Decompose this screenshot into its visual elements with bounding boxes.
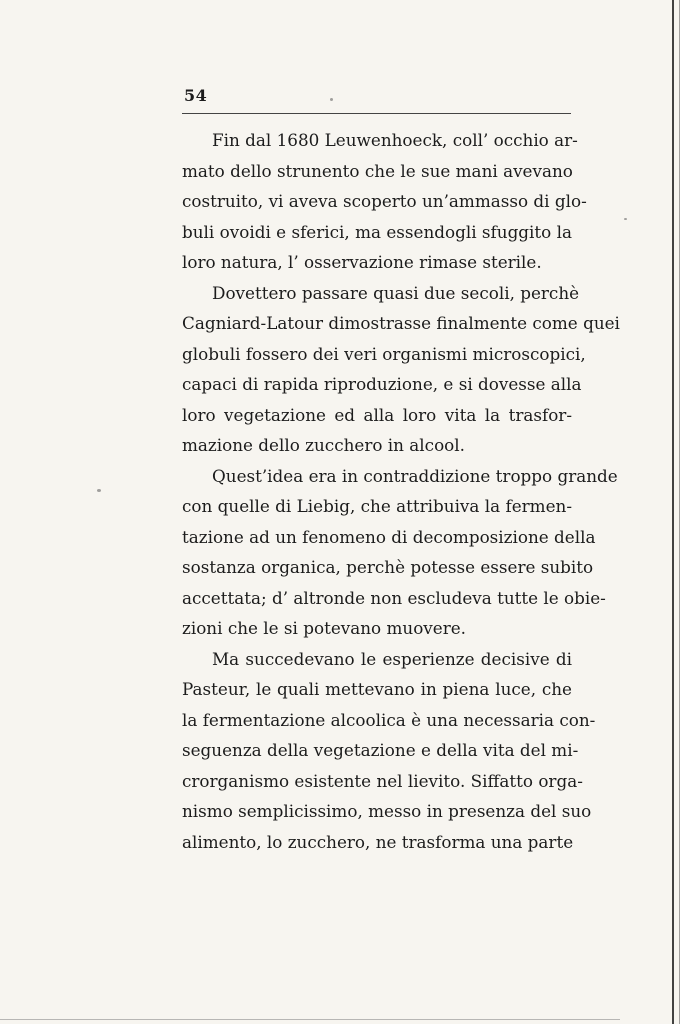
page-number: 54 xyxy=(184,86,208,105)
text-line: Quest’idea era in contraddizione troppo grande xyxy=(212,465,618,486)
text-line: mato dello strunento che le sue mani avevano xyxy=(182,160,573,181)
text-line: sostanza organica, perchè potesse essere subito xyxy=(182,557,594,577)
text-line: con quelle di Liebig, che attribuiva la fermen- xyxy=(182,496,572,516)
text-line: Cagniard-Latour dimostrasse finalmente come quei xyxy=(182,313,620,333)
text-line: buli ovoidi e sferici, ma essendogli sfuggito la xyxy=(182,221,572,242)
text-line: seguenza della vegetazione e della vita del mi- xyxy=(182,740,579,760)
text-line: globuli fossero dei veri organismi microscopici, xyxy=(182,343,586,364)
text-line: loro natura, l’ osservazione rimase sterile. xyxy=(182,252,542,272)
ink-speck xyxy=(624,218,627,220)
text-line: la fermentazione alcoolica è una necessaria con- xyxy=(182,709,596,730)
text-line: capaci di rapida riproduzione, e si dovesse alla xyxy=(182,374,582,394)
scan-edge-bottom xyxy=(0,1019,620,1020)
text-line: tazione ad un fenomeno di decomposizione della xyxy=(182,526,596,547)
body-text xyxy=(182,125,620,857)
text-line: costruito, vi aveva scoperto un’ammasso di glo- xyxy=(182,191,587,211)
text-line: Dovettero passare quasi due secoli, perchè xyxy=(212,282,580,303)
ink-speck xyxy=(97,489,101,492)
text-line: crorganismo esistente nel lievito. Siffatto orga- xyxy=(182,770,583,791)
scan-edge-right xyxy=(672,0,674,1024)
text-line: accettata; d’ altronde non escludeva tutte le obie- xyxy=(182,587,606,608)
text-line: zioni che le si potevano muovere. xyxy=(182,618,467,638)
text-line: Fin dal 1680 Leuwenhoeck, coll’ occhio ar- xyxy=(212,130,578,150)
text-line: mazione dello zucchero in alcool. xyxy=(182,435,465,455)
text-line: nismo semplicissimo, messo in presenza del suo xyxy=(182,801,592,821)
text-line: alimento, lo zucchero, ne trasforma una parte xyxy=(182,831,574,852)
ink-speck xyxy=(330,98,333,101)
text-line: Ma succedevano le esperienze decisive di xyxy=(212,648,572,669)
text-line: loro vegetazione ed alla loro vita la trasfor- xyxy=(182,404,572,425)
header-rule xyxy=(182,113,571,114)
text-line: Pasteur, le quali mettevano in piena luce, che xyxy=(182,679,572,699)
